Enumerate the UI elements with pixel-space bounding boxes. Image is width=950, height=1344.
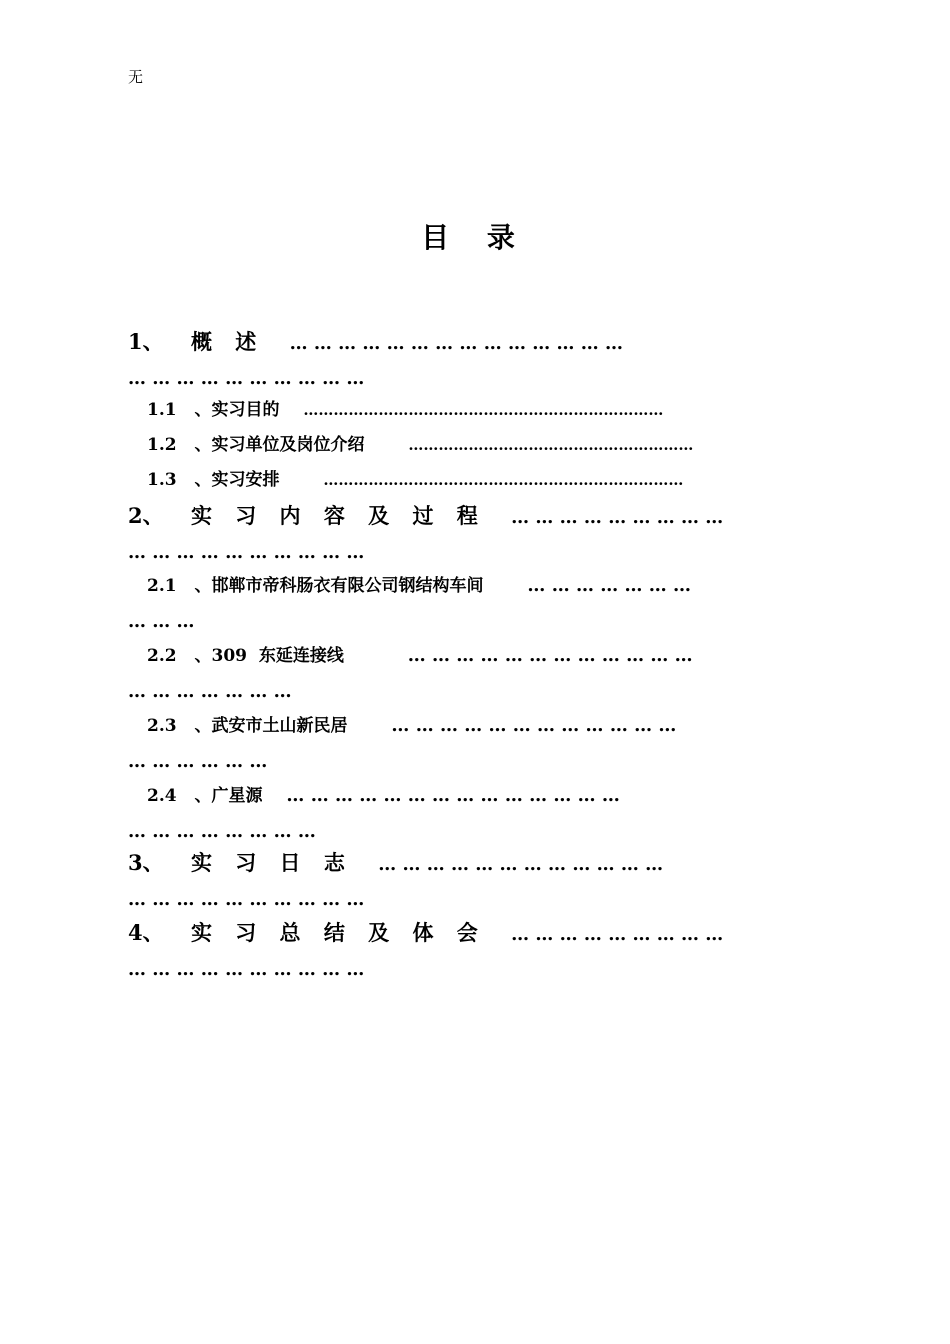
toc-title: 、邯郸市帝科肠衣有限公司钢结构车间 bbox=[194, 576, 484, 596]
toc-title: 概 述 bbox=[190, 329, 265, 354]
toc-title: 实 习 日 志 bbox=[190, 850, 353, 875]
toc-entry-1[interactable] bbox=[128, 324, 820, 396]
toc-entry-2-4[interactable] bbox=[128, 778, 820, 849]
toc-number: 2.2 bbox=[147, 646, 177, 666]
toc-leader-continued: … … … bbox=[128, 611, 195, 632]
toc-title: 实 习 内 容 及 过 程 bbox=[190, 503, 486, 528]
toc-title: 、广星源 bbox=[194, 786, 263, 806]
toc-number: 1、 bbox=[128, 329, 164, 354]
toc-leader: … … … … … … … … … … … … … … bbox=[289, 333, 624, 354]
toc-entry-2-1[interactable] bbox=[128, 568, 820, 639]
toc-title: 、武安市土山新民居 bbox=[194, 716, 348, 736]
toc-leader: ……………………………………………………………… bbox=[303, 401, 664, 419]
toc-leader: … … … … … … … … … … … … bbox=[378, 854, 664, 875]
toc-leader: … … … … … … … … … bbox=[511, 507, 724, 528]
toc-leader-continued: … … … … … … … … … … bbox=[128, 889, 365, 910]
toc-number: 2.3 bbox=[147, 716, 177, 736]
toc-leader-continued: … … … … … … … … bbox=[128, 821, 316, 842]
toc-title: 、实习安排 bbox=[194, 470, 280, 490]
toc-leader: … … … … … … … bbox=[527, 575, 692, 596]
toc-entry-2[interactable] bbox=[128, 498, 820, 570]
toc-entry-2-3[interactable] bbox=[128, 708, 820, 779]
toc-leader: … … … … … … … … … bbox=[511, 924, 724, 945]
toc-number: 1.1 bbox=[147, 400, 177, 420]
toc-leader-continued: … … … … … … … … … … bbox=[128, 542, 365, 563]
toc-leader: … … … … … … … … … … … … … … bbox=[286, 785, 620, 806]
header-note: 无 bbox=[128, 68, 144, 86]
toc-leader-continued: … … … … … … … … … … bbox=[128, 368, 365, 389]
toc-entry-2-2[interactable] bbox=[128, 638, 820, 709]
toc-number: 3、 bbox=[128, 850, 164, 875]
toc-leader: ………………………………………………… bbox=[408, 436, 694, 454]
toc-title: 、309 东延连接线 bbox=[194, 646, 344, 666]
toc-leader: … … … … … … … … … … … … bbox=[391, 715, 677, 736]
toc-entry-1-1[interactable] bbox=[128, 393, 820, 428]
toc-leader: ……………………………………………………………… bbox=[323, 471, 684, 489]
toc-number: 4、 bbox=[128, 920, 164, 945]
toc-entry-1-2[interactable] bbox=[128, 428, 820, 463]
toc-leader: … … … … … … … … … … … … bbox=[407, 645, 693, 666]
toc-number: 1.2 bbox=[147, 435, 177, 455]
toc-title: 实 习 总 结 及 体 会 bbox=[190, 920, 486, 945]
toc-title: 、实习单位及岗位介绍 bbox=[194, 435, 365, 455]
toc-number: 1.3 bbox=[147, 470, 177, 490]
toc-number: 2、 bbox=[128, 503, 164, 528]
toc-leader-continued: … … … … … … … … … … bbox=[128, 959, 365, 980]
toc-number: 2.4 bbox=[147, 786, 177, 806]
toc-title: 、实习目的 bbox=[194, 400, 280, 420]
toc-leader-continued: … … … … … … bbox=[128, 751, 268, 772]
toc-leader-continued: … … … … … … … bbox=[128, 681, 292, 702]
toc-entry-3[interactable] bbox=[128, 845, 820, 917]
toc-number: 2.1 bbox=[147, 576, 177, 596]
toc-entry-1-3[interactable] bbox=[128, 463, 820, 498]
page-title: 目 录 bbox=[421, 221, 529, 254]
toc-entry-4[interactable] bbox=[128, 915, 820, 987]
